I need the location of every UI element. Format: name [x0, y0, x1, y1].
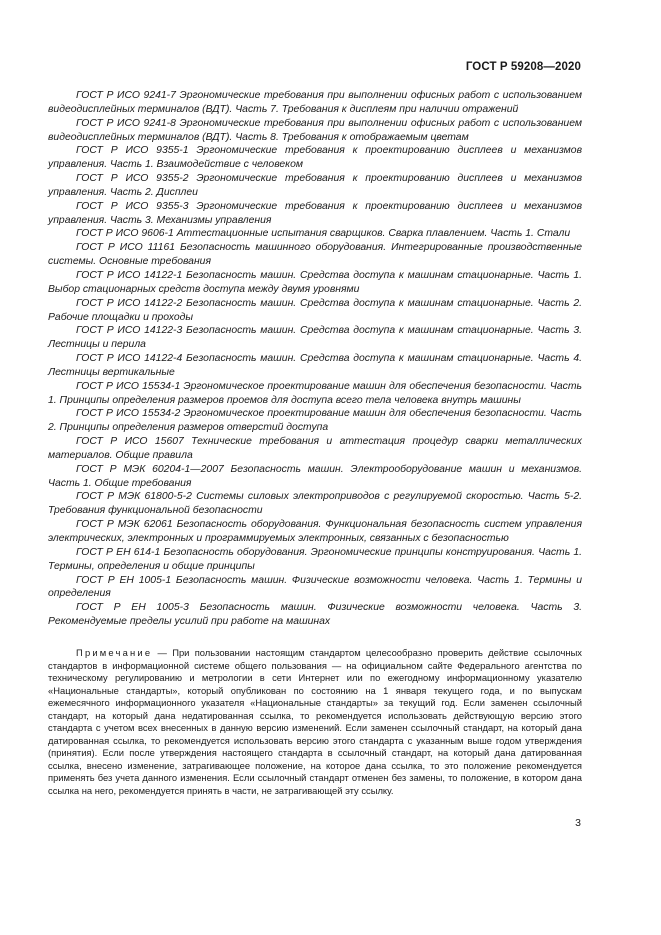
reference-item: ГОСТ Р ЕН 1005-3 Безопасность машин. Физические возможности человека. Часть 3. Рекомендуемые пределы усилий при работе на машинах	[48, 602, 582, 628]
reference-item: ГОСТ Р МЭК 61800-5-2 Системы силовых электроприводов с регулируемой скоростью. Часть 5-2. Требования функциональной безопасности	[48, 491, 582, 517]
document-id-header: ГОСТ Р 59208—2020	[465, 61, 581, 73]
reference-item: ГОСТ Р ИСО 11161 Безопасность машинного оборудования. Интегрированные производственные системы. Основные требования	[48, 242, 582, 268]
normative-references-list	[48, 89, 582, 629]
reference-item: ГОСТ Р ЕН 1005-1 Безопасность машин. Физические возможности человека. Часть 1. Термины и определения	[48, 574, 582, 600]
reference-item: ГОСТ Р ИСО 14122-2 Безопасность машин. Средства доступа к машинам стационарные. Часть 2. Рабочие площадки и проходы	[48, 297, 582, 323]
reference-item: ГОСТ Р ИСО 9241-7 Эргономические требования при выполнении офисных работ с использованием видеодисплейных терминалов (ВДТ). Часть 7. Требования к дисплеям при наличии отражений	[48, 90, 582, 115]
reference-item: ГОСТ Р ИСО 9241-8 Эргономические требования при выполнении офисных работ с использованием видеодисплейных терминалов (ВДТ). Часть 8. Требования к отображаемым цветам	[48, 117, 582, 143]
reference-item: ГОСТ Р ИСО 9355-2 Эргономические требования к проектированию дисплеев и механизмов управления. Часть 2. Дисплеи	[48, 173, 582, 198]
reference-item: ГОСТ Р ИСО 14122-1 Безопасность машин. Средства доступа к машинам стационарные. Часть 1. Выбор стационарных средств доступа между двумя уровнями	[48, 269, 582, 295]
reference-item: ГОСТ Р ИСО 9355-1 Эргономические требования к проектированию дисплеев и механизмов управления. Часть 1. Взаимодействие с человеком	[48, 145, 582, 171]
reference-item: ГОСТ Р ЕН 614-1 Безопасность оборудования. Эргономические принципы конструирования. Часть 1. Термины, определения и общие принципы	[48, 546, 582, 572]
reference-item: ГОСТ Р ИСО 9355-3 Эргономические требования к проектированию дисплеев и механизмов управления. Часть 3. Механизмы управления	[48, 200, 582, 226]
reference-item: ГОСТ Р ИСО 14122-4 Безопасность машин. Средства доступа к машинам стационарные. Часть 4. Лестницы вертикальные	[48, 353, 582, 378]
reference-item: ГОСТ Р МЭК 62061 Безопасность оборудования. Функциональная безопасность систем управления электрических, электронных и программируемых электронных, связанных с безопасностью	[48, 519, 582, 544]
reference-item: ГОСТ Р ИСО 15534-2 Эргономическое проектирование машин для обеспечения безопасности. Часть 2. Принципы определения размеров отверстий доступа	[48, 408, 582, 434]
reference-item: ГОСТ Р ИСО 15607 Технические требования и аттестация процедур сварки металлических материалов. Общие правила	[48, 436, 582, 461]
note-label: Примечание	[76, 647, 153, 658]
page-number: 3	[575, 817, 581, 829]
reference-item: ГОСТ Р ИСО 9606-1 Аттестационные испытания сварщиков. Сварка плавлением. Часть 1. Стали	[76, 228, 571, 240]
reference-item: ГОСТ Р ИСО 14122-3 Безопасность машин. Средства доступа к машинам стационарные. Часть 3. Лестницы и перила	[48, 325, 582, 351]
reference-item: ГОСТ Р МЭК 60204-1—2007 Безопасность машин. Электрооборудование машин и механизмов. Часть 1. Общие требования	[48, 463, 582, 489]
reference-item: ГОСТ Р ИСО 15534-1 Эргономическое проектирование машин для обеспечения безопасности. Часть 1. Принципы определения размеров проемов для доступа всего тела человека внутрь машины	[48, 380, 582, 406]
note-text: — При пользовании настоящим стандартом целесообразно проверить действие ссылочных стандартов в информационной системе общего пользования — на официальном сайте Федерального агентства по техническому регулированию и метрологии в сети Интернет или по ежегодному информационному указателю «Национальные стандарты», который опубликован по состоянию на 1 января текущего года, и по выпускам ежемесячного информационного указателя «Национальные стандарты» за текущий год. Если заменен ссылочный стандарт, на который дана недатированная ссылка, то рекомендуется использовать действующую версию этого стандарта с учетом всех внесенных в данную версию изменений. Если заменен ссылочный стандарт, на который дана датированная ссылка, то рекомендуется использовать версию этого стандарта с указанным выше годом утверждения (принятия). Если после утверждения настоящего стандарта в ссылочный стандарт, на который дана датированная ссылка, внесено изменение, затрагивающее положение, на которое дана ссылка, то это положение рекомендуется применять без учета данного изменения. Если ссылочный стандарт отменен без замены, то положение, в котором дана ссылка на него, рекомендуется принять в части, не затрагивающей эту ссылку.	[48, 647, 582, 797]
note-paragraph	[48, 647, 582, 798]
